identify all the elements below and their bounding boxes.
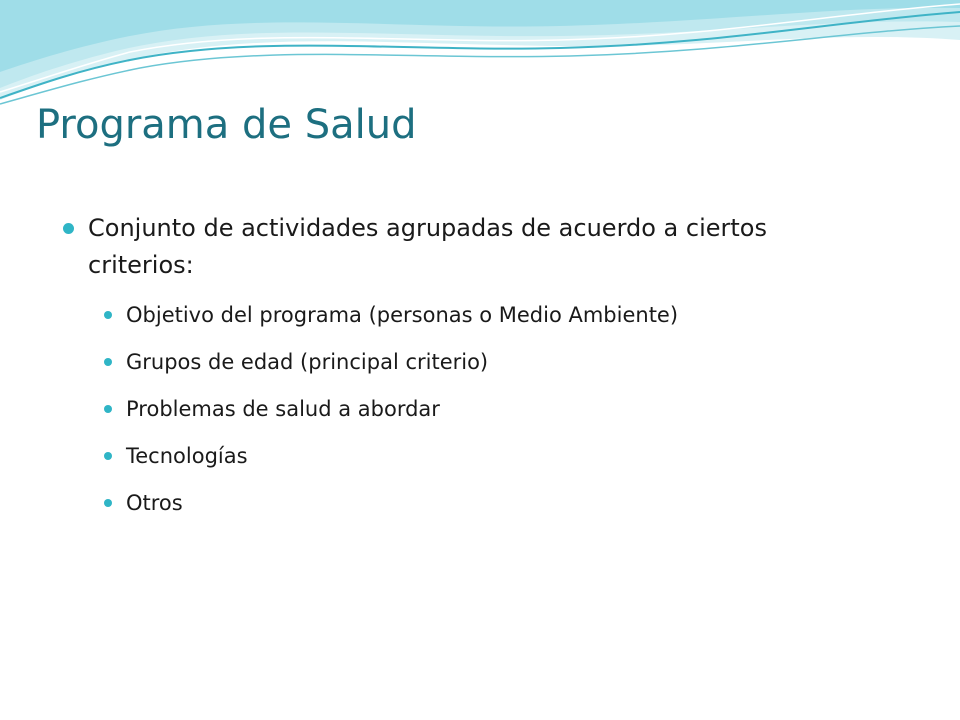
sub-bullet-item	[104, 441, 864, 471]
header-wave-decoration	[0, 0, 960, 110]
bullet-dot-icon	[104, 499, 112, 507]
main-bullet-item	[60, 210, 858, 284]
sub-bullet-list	[104, 300, 864, 535]
sub-bullet-text: Problemas de salud a abordar	[126, 397, 440, 421]
sub-bullet-item	[104, 300, 864, 330]
bullet-dot-icon	[104, 452, 112, 460]
main-bullet-list	[60, 210, 880, 284]
sub-bullet-text: Objetivo del programa (personas o Medio Ambiente)	[126, 303, 679, 327]
sub-bullet-item	[104, 347, 864, 377]
bullet-dot-icon	[104, 405, 112, 413]
sub-bullet-text: Otros	[126, 491, 183, 515]
sub-bullet-text: Grupos de edad (principal criterio)	[126, 350, 489, 374]
sub-bullet-item	[104, 394, 864, 424]
bullet-dot-icon	[104, 358, 112, 366]
bullet-dot-icon	[104, 311, 112, 319]
sub-bullet-item	[104, 488, 864, 518]
slide-title: Programa de Salud	[36, 102, 417, 148]
sub-bullet-text: Tecnologías	[126, 444, 248, 468]
bullet-dot-icon	[63, 223, 74, 234]
main-bullet-text: Conjunto de actividades agrupadas de acuerdo a ciertos criterios:	[88, 214, 767, 279]
